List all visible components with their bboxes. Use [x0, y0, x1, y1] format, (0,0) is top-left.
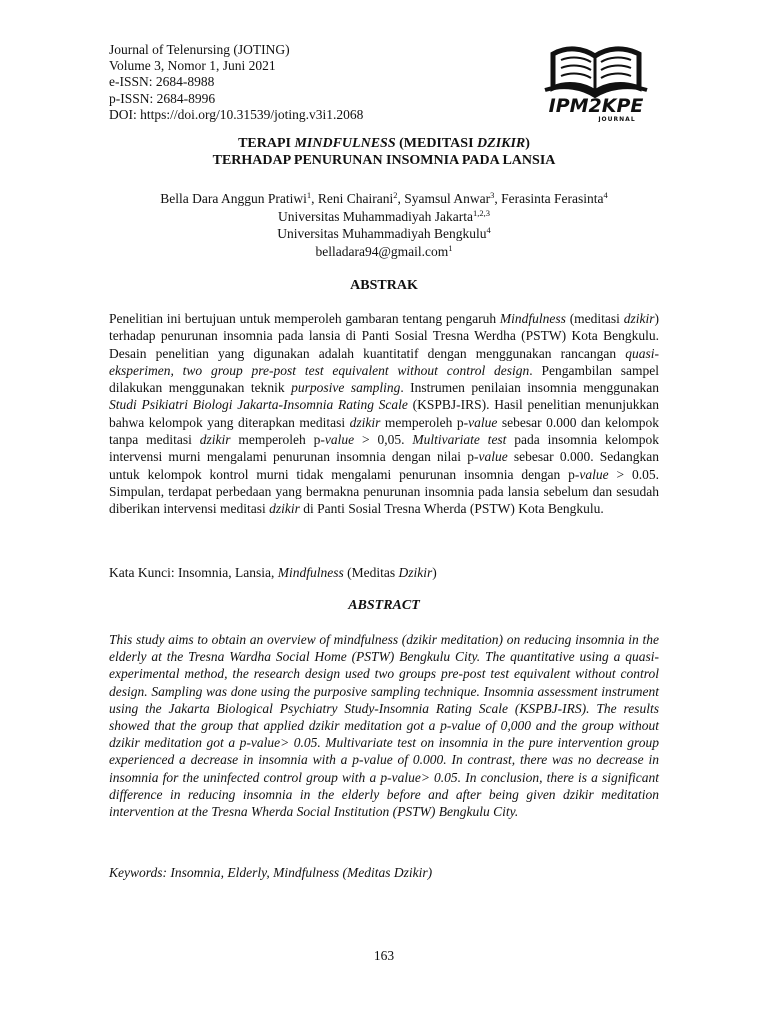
title-line-2: TERHADAP PENURUNAN INSOMNIA PADA LANSIA [212, 152, 556, 168]
abstrak-body: Penelitian ini bertujuan untuk memperoleh gambaran tentang pengaruh Mindfulness (meditasi dzikir) terhadap penurunan insomnia pada lansia di Panti Sosial Tresna Werdha (PSTW) Kota Bengkulu. Desain penelitian yang digunakan adalah kuantitatif dengan menggunakan rancangan quasi-eksperimen, two group pre-post test equivalent without control design. Pengambilan sampel dilakukan menggunakan teknik purposive sampling. Instrumen penilaian insomnia menggunakan Studi Psikiatri Biologi Jakarta-Insomnia Rating Scale (KSPBJ-IRS). Hasil penelitian menunjukkan bahwa kelompok yang diterapkan meditasi dzikir memperoleh p-value sebesar 0.000 dan kelompok tanpa meditasi dzikir memperoleh p-value > 0,05. Multivariate test pada insomnia kelompok intervensi murni mengalami penurunan insomnia dengan nilai p-value sebesar 0.000. Sedangkan untuk kelompok kontrol murni tidak mengalami penurunan insomnia dengan p-value > 0.05. Simpulan, terdapat perbedaan yang bermakna penurunan insomnia pada lansia sebelum dan sesudah diberikan intervensi meditasi dzikir di Panti Sosial Tresna Wherda (PSTW) Kota Bengkulu. [109, 311, 659, 517]
journal-logo [535, 40, 657, 122]
kata-kunci: Kata Kunci: Insomnia, Lansia, Mindfulness (Meditas Dzikir) [109, 565, 437, 580]
journal-name: Journal of Telenursing (JOTING) [109, 42, 290, 57]
keywords: Keywords: Insomnia, Elderly, Mindfulness (Meditas Dzikir) [109, 865, 433, 880]
journal-eissn: e-ISSN: 2684-8988 [109, 74, 215, 90]
abstract-heading: ABSTRACT [348, 598, 420, 613]
author-block [0, 190, 768, 260]
page-number: 163 [373, 948, 395, 963]
author-list: Bella Dara Anggun Pratiwi$^1$, Reni Chairani$^2$, Syamsul Anwar$^3$, Ferasinta Ferasinta$^4$ [160, 190, 608, 206]
title-line-1: TERAPI MINDFULNESS (MEDITASI DZIKIR) [238, 136, 530, 151]
affiliation-2: Universitas Muhammadiyah Bengkulu$^4$ [277, 225, 491, 241]
journal-volume: Volume 3, Nomor 1, Juni 2021 [109, 58, 276, 74]
logo-subtext: JOURNAL [598, 116, 636, 122]
abstrak-heading: ABSTRAK [350, 278, 418, 293]
abstract-body: This study aims to obtain an overview of mindfulness (dzikir meditation) on reducing insomnia in the elderly at the Tresna Wardha Social Home (PSTW) Bengkulu City. The quantitative using a quasi-experimental method, the research design used two groups pre-post test equivalent without control design. Sampling was done using the purposive sampling technique. Insomnia assessment instrument using the Jakarta Biological Psychiatry Study-Insomnia Rating Scale (KSPBJ-IRS). The results showed that the group that applied dzikir meditation got a p-value of 0,000 and the group without dzikir meditation got a p-value> 0.05. Multivariate test on insomnia in the pure intervention group experienced a decrease in insomnia with a p-value of 0.000. In contrast, there was no decrease in insomnia for the uninfected control group with a p-value> 0.05. In conclusion, there is a significant difference in reducing insomnia in the elderly before and after being given dzikir meditation intervention at the Tresna Wherda Social Institution (PSTW) Bengkulu City. [109, 632, 659, 820]
journal-header [109, 42, 363, 123]
open-book-icon [545, 49, 647, 96]
affiliation-1: Universitas Muhammadiyah Jakarta$^{1,2,3}$ [278, 207, 490, 224]
paper-title [0, 136, 768, 169]
journal-pissn: p-ISSN: 2684-8996 [109, 90, 216, 106]
journal-doi[interactable]: DOI: https://doi.org/10.31539/joting.v3i1.2068 [109, 106, 364, 122]
author-email[interactable]: belladara94@gmail.com$^1$ [315, 242, 453, 259]
logo-wordmark: IPM2KPE [548, 95, 644, 117]
